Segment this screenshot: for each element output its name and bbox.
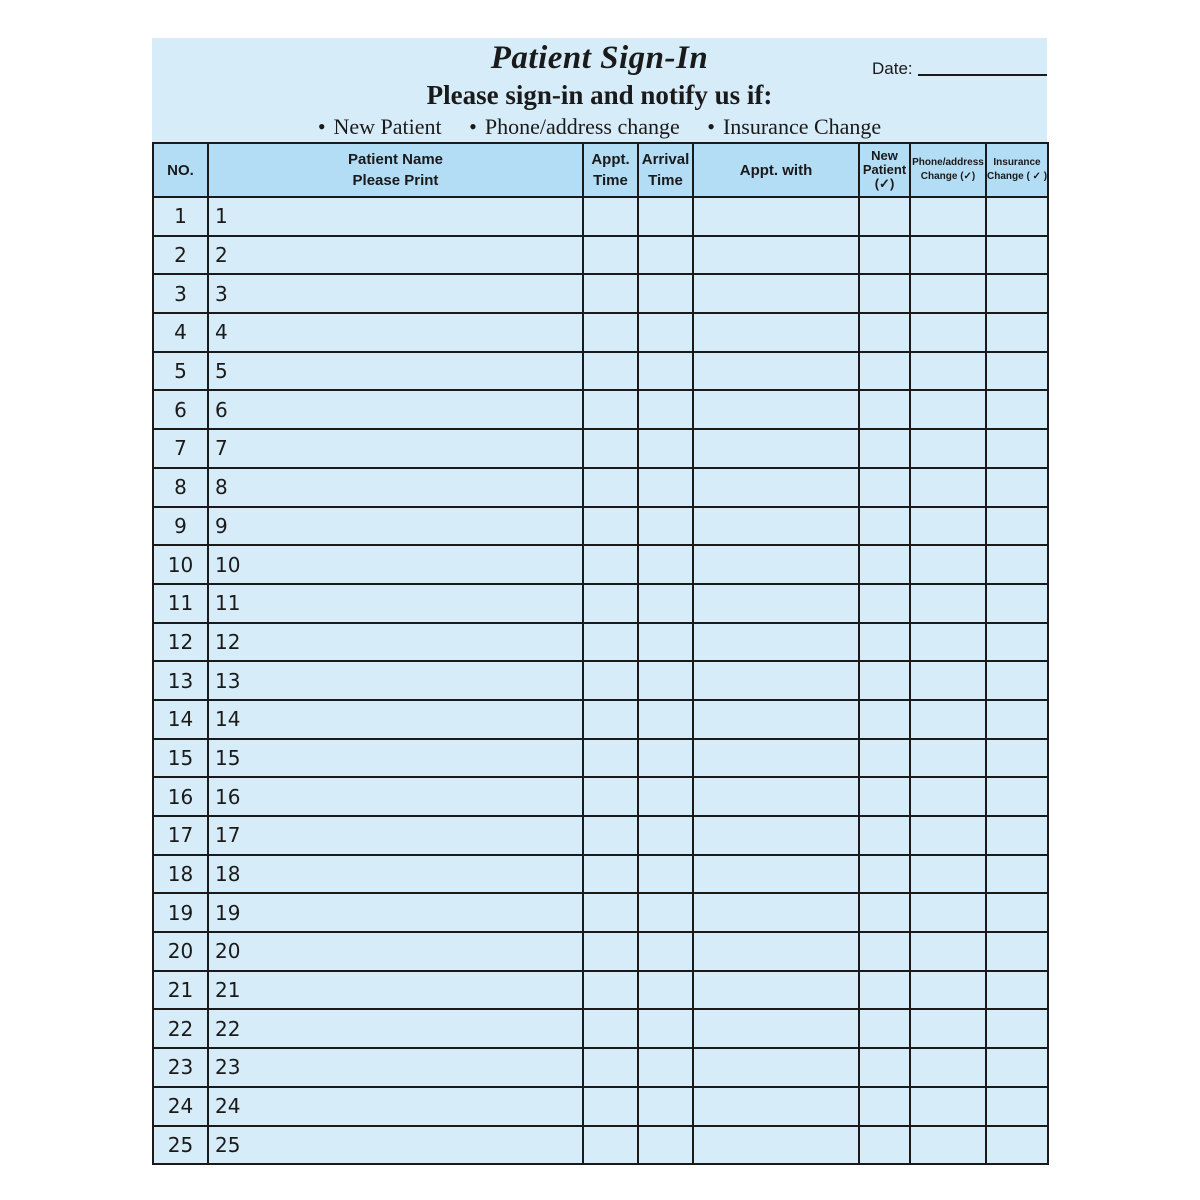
phone-address-change-check-cell[interactable] bbox=[910, 739, 986, 778]
arrival-time-cell[interactable] bbox=[638, 700, 693, 739]
insurance-change-check-cell[interactable] bbox=[986, 971, 1048, 1010]
table-row bbox=[153, 623, 1048, 662]
appt-time-cell[interactable] bbox=[583, 661, 638, 700]
row-number-cell: 16 bbox=[153, 777, 208, 816]
row-number-cell: 3 bbox=[153, 274, 208, 313]
arrival-time-cell[interactable] bbox=[638, 855, 693, 894]
new-patient-check-cell[interactable] bbox=[859, 584, 910, 623]
row-number-cell: 10 bbox=[153, 545, 208, 584]
insurance-change-check-cell[interactable] bbox=[986, 1009, 1048, 1048]
row-number-cell: 2 bbox=[153, 236, 208, 275]
patient-name-cell[interactable]: 20 bbox=[208, 932, 583, 971]
patient-name-cell[interactable]: 14 bbox=[208, 700, 583, 739]
column-header-appt-with bbox=[693, 143, 859, 197]
header-line: Appt. bbox=[591, 151, 630, 168]
column-header-appt-time bbox=[583, 143, 638, 197]
phone-address-change-check-cell[interactable] bbox=[910, 855, 986, 894]
appt-time-cell[interactable] bbox=[583, 932, 638, 971]
arrival-time-cell[interactable] bbox=[638, 274, 693, 313]
new-patient-check-cell[interactable] bbox=[859, 661, 910, 700]
patient-name-cell[interactable]: 12 bbox=[208, 623, 583, 662]
patient-name-cell[interactable]: 8 bbox=[208, 468, 583, 507]
new-patient-check-cell[interactable] bbox=[859, 313, 910, 352]
phone-address-change-check-cell[interactable] bbox=[910, 777, 986, 816]
header-line: Time bbox=[648, 172, 683, 189]
table-row bbox=[153, 507, 1048, 546]
appt-with-cell[interactable] bbox=[693, 855, 859, 894]
arrival-time-cell[interactable] bbox=[638, 507, 693, 546]
arrival-time-cell[interactable] bbox=[638, 893, 693, 932]
patient-name-cell[interactable]: 11 bbox=[208, 584, 583, 623]
condition-label: Phone/address change bbox=[484, 114, 680, 139]
header-line: Insurance bbox=[993, 157, 1041, 168]
insurance-change-check-cell[interactable] bbox=[986, 893, 1048, 932]
row-number-cell: 25 bbox=[153, 1126, 208, 1165]
appt-with-cell[interactable] bbox=[693, 236, 859, 275]
insurance-change-check-cell[interactable] bbox=[986, 700, 1048, 739]
insurance-change-check-cell[interactable] bbox=[986, 816, 1048, 855]
phone-address-change-check-cell[interactable] bbox=[910, 274, 986, 313]
date-field[interactable] bbox=[918, 74, 1047, 76]
table-row bbox=[153, 468, 1048, 507]
appt-with-cell[interactable] bbox=[693, 893, 859, 932]
patient-name-cell[interactable]: 6 bbox=[208, 390, 583, 429]
form-title: Patient Sign-In bbox=[490, 40, 709, 76]
table-row bbox=[153, 777, 1048, 816]
patient-name-cell[interactable]: 3 bbox=[208, 274, 583, 313]
patient-name-cell[interactable]: 22 bbox=[208, 1009, 583, 1048]
table-row bbox=[153, 584, 1048, 623]
table-body bbox=[153, 197, 1048, 1164]
appt-with-cell[interactable] bbox=[693, 584, 859, 623]
appt-time-cell[interactable] bbox=[583, 777, 638, 816]
new-patient-check-cell[interactable] bbox=[859, 739, 910, 778]
appt-with-cell[interactable] bbox=[693, 1048, 859, 1087]
arrival-time-cell[interactable] bbox=[638, 313, 693, 352]
condition-label: New Patient bbox=[333, 114, 442, 139]
table-row bbox=[153, 274, 1048, 313]
insurance-change-check-cell[interactable] bbox=[986, 1087, 1048, 1126]
appt-with-cell[interactable] bbox=[693, 545, 859, 584]
column-header-insurance-change bbox=[986, 143, 1048, 197]
appt-time-cell[interactable] bbox=[583, 507, 638, 546]
arrival-time-cell[interactable] bbox=[638, 468, 693, 507]
appt-with-cell[interactable] bbox=[693, 777, 859, 816]
appt-with-cell[interactable] bbox=[693, 971, 859, 1010]
patient-name-cell[interactable]: 17 bbox=[208, 816, 583, 855]
insurance-change-check-cell[interactable] bbox=[986, 584, 1048, 623]
new-patient-check-cell[interactable] bbox=[859, 816, 910, 855]
patient-name-cell[interactable]: 9 bbox=[208, 507, 583, 546]
appt-with-cell[interactable] bbox=[693, 429, 859, 468]
new-patient-check-cell[interactable] bbox=[859, 971, 910, 1010]
header-line: Patient bbox=[862, 162, 907, 177]
phone-address-change-check-cell[interactable] bbox=[910, 816, 986, 855]
new-patient-check-cell[interactable] bbox=[859, 429, 910, 468]
appt-with-cell[interactable] bbox=[693, 313, 859, 352]
appt-time-cell[interactable] bbox=[583, 893, 638, 932]
new-patient-check-cell[interactable] bbox=[859, 855, 910, 894]
form-subtitle: Please sign-in and notify us if: bbox=[426, 80, 773, 110]
arrival-time-cell[interactable] bbox=[638, 1009, 693, 1048]
sign-in-table bbox=[152, 142, 1049, 1165]
patient-name-cell[interactable]: 1 bbox=[208, 197, 583, 236]
phone-address-change-check-cell[interactable] bbox=[910, 1048, 986, 1087]
arrival-time-cell[interactable] bbox=[638, 661, 693, 700]
phone-address-change-check-cell[interactable] bbox=[910, 623, 986, 662]
insurance-change-check-cell[interactable] bbox=[986, 429, 1048, 468]
insurance-change-check-cell[interactable] bbox=[986, 661, 1048, 700]
insurance-change-check-cell[interactable] bbox=[986, 274, 1048, 313]
row-number-cell: 17 bbox=[153, 816, 208, 855]
header-line: Patient Name bbox=[347, 151, 444, 168]
table-row bbox=[153, 313, 1048, 352]
new-patient-check-cell[interactable] bbox=[859, 236, 910, 275]
new-patient-check-cell[interactable] bbox=[859, 893, 910, 932]
header-line: Change ( ✓ ) bbox=[987, 171, 1048, 182]
arrival-time-cell[interactable] bbox=[638, 197, 693, 236]
patient-name-cell[interactable]: 13 bbox=[208, 661, 583, 700]
appt-time-cell[interactable] bbox=[583, 855, 638, 894]
table-row bbox=[153, 700, 1048, 739]
phone-address-change-check-cell[interactable] bbox=[910, 932, 986, 971]
appt-time-cell[interactable] bbox=[583, 1087, 638, 1126]
new-patient-check-cell[interactable] bbox=[859, 1126, 910, 1165]
row-number-cell: 21 bbox=[153, 971, 208, 1010]
phone-address-change-check-cell[interactable] bbox=[910, 1009, 986, 1048]
appt-time-cell[interactable] bbox=[583, 390, 638, 429]
column-header-no bbox=[153, 143, 208, 197]
patient-name-cell[interactable]: 19 bbox=[208, 893, 583, 932]
patient-name-cell[interactable]: 21 bbox=[208, 971, 583, 1010]
new-patient-check-cell[interactable] bbox=[859, 197, 910, 236]
insurance-change-check-cell[interactable] bbox=[986, 352, 1048, 391]
patient-name-cell[interactable]: 16 bbox=[208, 777, 583, 816]
new-patient-check-cell[interactable] bbox=[859, 623, 910, 662]
appt-with-cell[interactable] bbox=[693, 932, 859, 971]
table-row bbox=[153, 739, 1048, 778]
appt-time-cell[interactable] bbox=[583, 623, 638, 662]
header-line: Arrival bbox=[641, 151, 690, 168]
condition-label: Insurance Change bbox=[722, 114, 882, 139]
new-patient-check-cell[interactable] bbox=[859, 274, 910, 313]
row-number-cell: 23 bbox=[153, 1048, 208, 1087]
arrival-time-cell[interactable] bbox=[638, 739, 693, 778]
header-line: Appt. with bbox=[739, 161, 813, 179]
patient-name-cell[interactable]: 24 bbox=[208, 1087, 583, 1126]
arrival-time-cell[interactable] bbox=[638, 545, 693, 584]
column-header-new-patient bbox=[859, 143, 910, 197]
table-row bbox=[153, 932, 1048, 971]
header-line: Phone/address bbox=[912, 157, 984, 168]
new-patient-check-cell[interactable] bbox=[859, 932, 910, 971]
table-row bbox=[153, 1048, 1048, 1087]
appt-with-cell[interactable] bbox=[693, 507, 859, 546]
patient-name-cell[interactable]: 23 bbox=[208, 1048, 583, 1087]
appt-with-cell[interactable] bbox=[693, 390, 859, 429]
phone-address-change-check-cell[interactable] bbox=[910, 700, 986, 739]
appt-time-cell[interactable] bbox=[583, 1009, 638, 1048]
condition-phone-address bbox=[469, 114, 680, 139]
appt-time-cell[interactable] bbox=[583, 197, 638, 236]
row-number-cell: 6 bbox=[153, 390, 208, 429]
header-line: Please Print bbox=[352, 172, 439, 189]
row-number-cell: 13 bbox=[153, 661, 208, 700]
arrival-time-cell[interactable] bbox=[638, 971, 693, 1010]
insurance-change-check-cell[interactable] bbox=[986, 623, 1048, 662]
condition-new-patient bbox=[318, 114, 442, 139]
new-patient-check-cell[interactable] bbox=[859, 507, 910, 546]
column-header-patient-name bbox=[208, 143, 583, 197]
patient-name-cell[interactable]: 18 bbox=[208, 855, 583, 894]
appt-time-cell[interactable] bbox=[583, 1048, 638, 1087]
row-number-cell: 24 bbox=[153, 1087, 208, 1126]
table-row bbox=[153, 390, 1048, 429]
new-patient-check-cell[interactable] bbox=[859, 777, 910, 816]
insurance-change-check-cell[interactable] bbox=[986, 545, 1048, 584]
column-header-arrival-time bbox=[638, 143, 693, 197]
patient-name-cell[interactable]: 15 bbox=[208, 739, 583, 778]
patient-name-cell[interactable]: 2 bbox=[208, 236, 583, 275]
appt-time-cell[interactable] bbox=[583, 236, 638, 275]
patient-name-cell[interactable]: 10 bbox=[208, 545, 583, 584]
appt-time-cell[interactable] bbox=[583, 971, 638, 1010]
arrival-time-cell[interactable] bbox=[638, 584, 693, 623]
appt-time-cell[interactable] bbox=[583, 739, 638, 778]
phone-address-change-check-cell[interactable] bbox=[910, 584, 986, 623]
arrival-time-cell[interactable] bbox=[638, 932, 693, 971]
bullet-icon: • bbox=[469, 114, 477, 139]
phone-address-change-check-cell[interactable] bbox=[910, 971, 986, 1010]
row-number-cell: 7 bbox=[153, 429, 208, 468]
sign-in-form bbox=[152, 38, 1047, 1162]
insurance-change-check-cell[interactable] bbox=[986, 777, 1048, 816]
appt-with-cell[interactable] bbox=[693, 1126, 859, 1165]
appt-time-cell[interactable] bbox=[583, 1126, 638, 1165]
table-row bbox=[153, 429, 1048, 468]
appt-time-cell[interactable] bbox=[583, 584, 638, 623]
table-row bbox=[153, 352, 1048, 391]
table-row bbox=[153, 893, 1048, 932]
appt-with-cell[interactable] bbox=[693, 661, 859, 700]
arrival-time-cell[interactable] bbox=[638, 1048, 693, 1087]
arrival-time-cell[interactable] bbox=[638, 236, 693, 275]
phone-address-change-check-cell[interactable] bbox=[910, 661, 986, 700]
appt-time-cell[interactable] bbox=[583, 313, 638, 352]
appt-time-cell[interactable] bbox=[583, 274, 638, 313]
header-line: (✓) bbox=[874, 176, 895, 191]
table-row bbox=[153, 855, 1048, 894]
new-patient-check-cell[interactable] bbox=[859, 352, 910, 391]
condition-insurance bbox=[707, 114, 881, 139]
phone-address-change-check-cell[interactable] bbox=[910, 390, 986, 429]
insurance-change-check-cell[interactable] bbox=[986, 1048, 1048, 1087]
appt-with-cell[interactable] bbox=[693, 1087, 859, 1126]
table-row bbox=[153, 236, 1048, 275]
phone-address-change-check-cell[interactable] bbox=[910, 545, 986, 584]
arrival-time-cell[interactable] bbox=[638, 1087, 693, 1126]
new-patient-check-cell[interactable] bbox=[859, 1087, 910, 1126]
table-row bbox=[153, 1087, 1048, 1126]
arrival-time-cell[interactable] bbox=[638, 390, 693, 429]
row-number-cell: 11 bbox=[153, 584, 208, 623]
insurance-change-check-cell[interactable] bbox=[986, 468, 1048, 507]
table-row bbox=[153, 1009, 1048, 1048]
new-patient-check-cell[interactable] bbox=[859, 545, 910, 584]
table-row bbox=[153, 816, 1048, 855]
appt-with-cell[interactable] bbox=[693, 352, 859, 391]
insurance-change-check-cell[interactable] bbox=[986, 313, 1048, 352]
appt-with-cell[interactable] bbox=[693, 739, 859, 778]
table-row bbox=[153, 661, 1048, 700]
phone-address-change-check-cell[interactable] bbox=[910, 352, 986, 391]
phone-address-change-check-cell[interactable] bbox=[910, 507, 986, 546]
column-header-phone-address-change bbox=[910, 143, 986, 197]
phone-address-change-check-cell[interactable] bbox=[910, 468, 986, 507]
phone-address-change-check-cell[interactable] bbox=[910, 236, 986, 275]
row-number-cell: 1 bbox=[153, 197, 208, 236]
appt-time-cell[interactable] bbox=[583, 816, 638, 855]
date-label: Date: bbox=[872, 59, 913, 78]
arrival-time-cell[interactable] bbox=[638, 777, 693, 816]
row-number-cell: 22 bbox=[153, 1009, 208, 1048]
appt-time-cell[interactable] bbox=[583, 468, 638, 507]
arrival-time-cell[interactable] bbox=[638, 429, 693, 468]
appt-with-cell[interactable] bbox=[693, 623, 859, 662]
phone-address-change-check-cell[interactable] bbox=[910, 1126, 986, 1165]
insurance-change-check-cell[interactable] bbox=[986, 855, 1048, 894]
arrival-time-cell[interactable] bbox=[638, 352, 693, 391]
row-number-cell: 12 bbox=[153, 623, 208, 662]
row-number-cell: 20 bbox=[153, 932, 208, 971]
patient-name-cell[interactable]: 5 bbox=[208, 352, 583, 391]
new-patient-check-cell[interactable] bbox=[859, 1009, 910, 1048]
notify-conditions bbox=[152, 114, 1047, 140]
insurance-change-check-cell[interactable] bbox=[986, 236, 1048, 275]
phone-address-change-check-cell[interactable] bbox=[910, 429, 986, 468]
appt-with-cell[interactable] bbox=[693, 700, 859, 739]
row-number-cell: 9 bbox=[153, 507, 208, 546]
insurance-change-check-cell[interactable] bbox=[986, 507, 1048, 546]
header-line: NO. bbox=[167, 161, 194, 179]
new-patient-check-cell[interactable] bbox=[859, 700, 910, 739]
patient-name-cell[interactable]: 7 bbox=[208, 429, 583, 468]
phone-address-change-check-cell[interactable] bbox=[910, 893, 986, 932]
table-row bbox=[153, 971, 1048, 1010]
bullet-icon: • bbox=[317, 114, 326, 139]
arrival-time-cell[interactable] bbox=[638, 816, 693, 855]
row-number-cell: 8 bbox=[153, 468, 208, 507]
appt-time-cell[interactable] bbox=[583, 700, 638, 739]
phone-address-change-check-cell[interactable] bbox=[910, 197, 986, 236]
appt-with-cell[interactable] bbox=[693, 274, 859, 313]
insurance-change-check-cell[interactable] bbox=[986, 390, 1048, 429]
appt-time-cell[interactable] bbox=[583, 429, 638, 468]
patient-name-cell[interactable]: 4 bbox=[208, 313, 583, 352]
header-line: New bbox=[871, 148, 898, 163]
appt-with-cell[interactable] bbox=[693, 816, 859, 855]
row-number-cell: 4 bbox=[153, 313, 208, 352]
appt-with-cell[interactable] bbox=[693, 197, 859, 236]
insurance-change-check-cell[interactable] bbox=[986, 932, 1048, 971]
row-number-cell: 14 bbox=[153, 700, 208, 739]
patient-name-cell[interactable]: 25 bbox=[208, 1126, 583, 1165]
row-number-cell: 19 bbox=[153, 893, 208, 932]
table-row bbox=[153, 1126, 1048, 1165]
insurance-change-check-cell[interactable] bbox=[986, 1126, 1048, 1165]
appt-time-cell[interactable] bbox=[583, 352, 638, 391]
appt-with-cell[interactable] bbox=[693, 468, 859, 507]
row-number-cell: 5 bbox=[153, 352, 208, 391]
header-line: Change (✓) bbox=[920, 171, 976, 182]
row-number-cell: 18 bbox=[153, 855, 208, 894]
phone-address-change-check-cell[interactable] bbox=[910, 1087, 986, 1126]
table-header-row bbox=[153, 143, 1048, 197]
insurance-change-check-cell[interactable] bbox=[986, 739, 1048, 778]
phone-address-change-check-cell[interactable] bbox=[910, 313, 986, 352]
table-row bbox=[153, 197, 1048, 236]
arrival-time-cell[interactable] bbox=[638, 623, 693, 662]
new-patient-check-cell[interactable] bbox=[859, 468, 910, 507]
appt-time-cell[interactable] bbox=[583, 545, 638, 584]
insurance-change-check-cell[interactable] bbox=[986, 197, 1048, 236]
appt-with-cell[interactable] bbox=[693, 1009, 859, 1048]
arrival-time-cell[interactable] bbox=[638, 1126, 693, 1165]
new-patient-check-cell[interactable] bbox=[859, 1048, 910, 1087]
table-row bbox=[153, 545, 1048, 584]
header-line: Time bbox=[593, 172, 628, 189]
new-patient-check-cell[interactable] bbox=[859, 390, 910, 429]
bullet-icon: • bbox=[707, 114, 715, 139]
row-number-cell: 15 bbox=[153, 739, 208, 778]
